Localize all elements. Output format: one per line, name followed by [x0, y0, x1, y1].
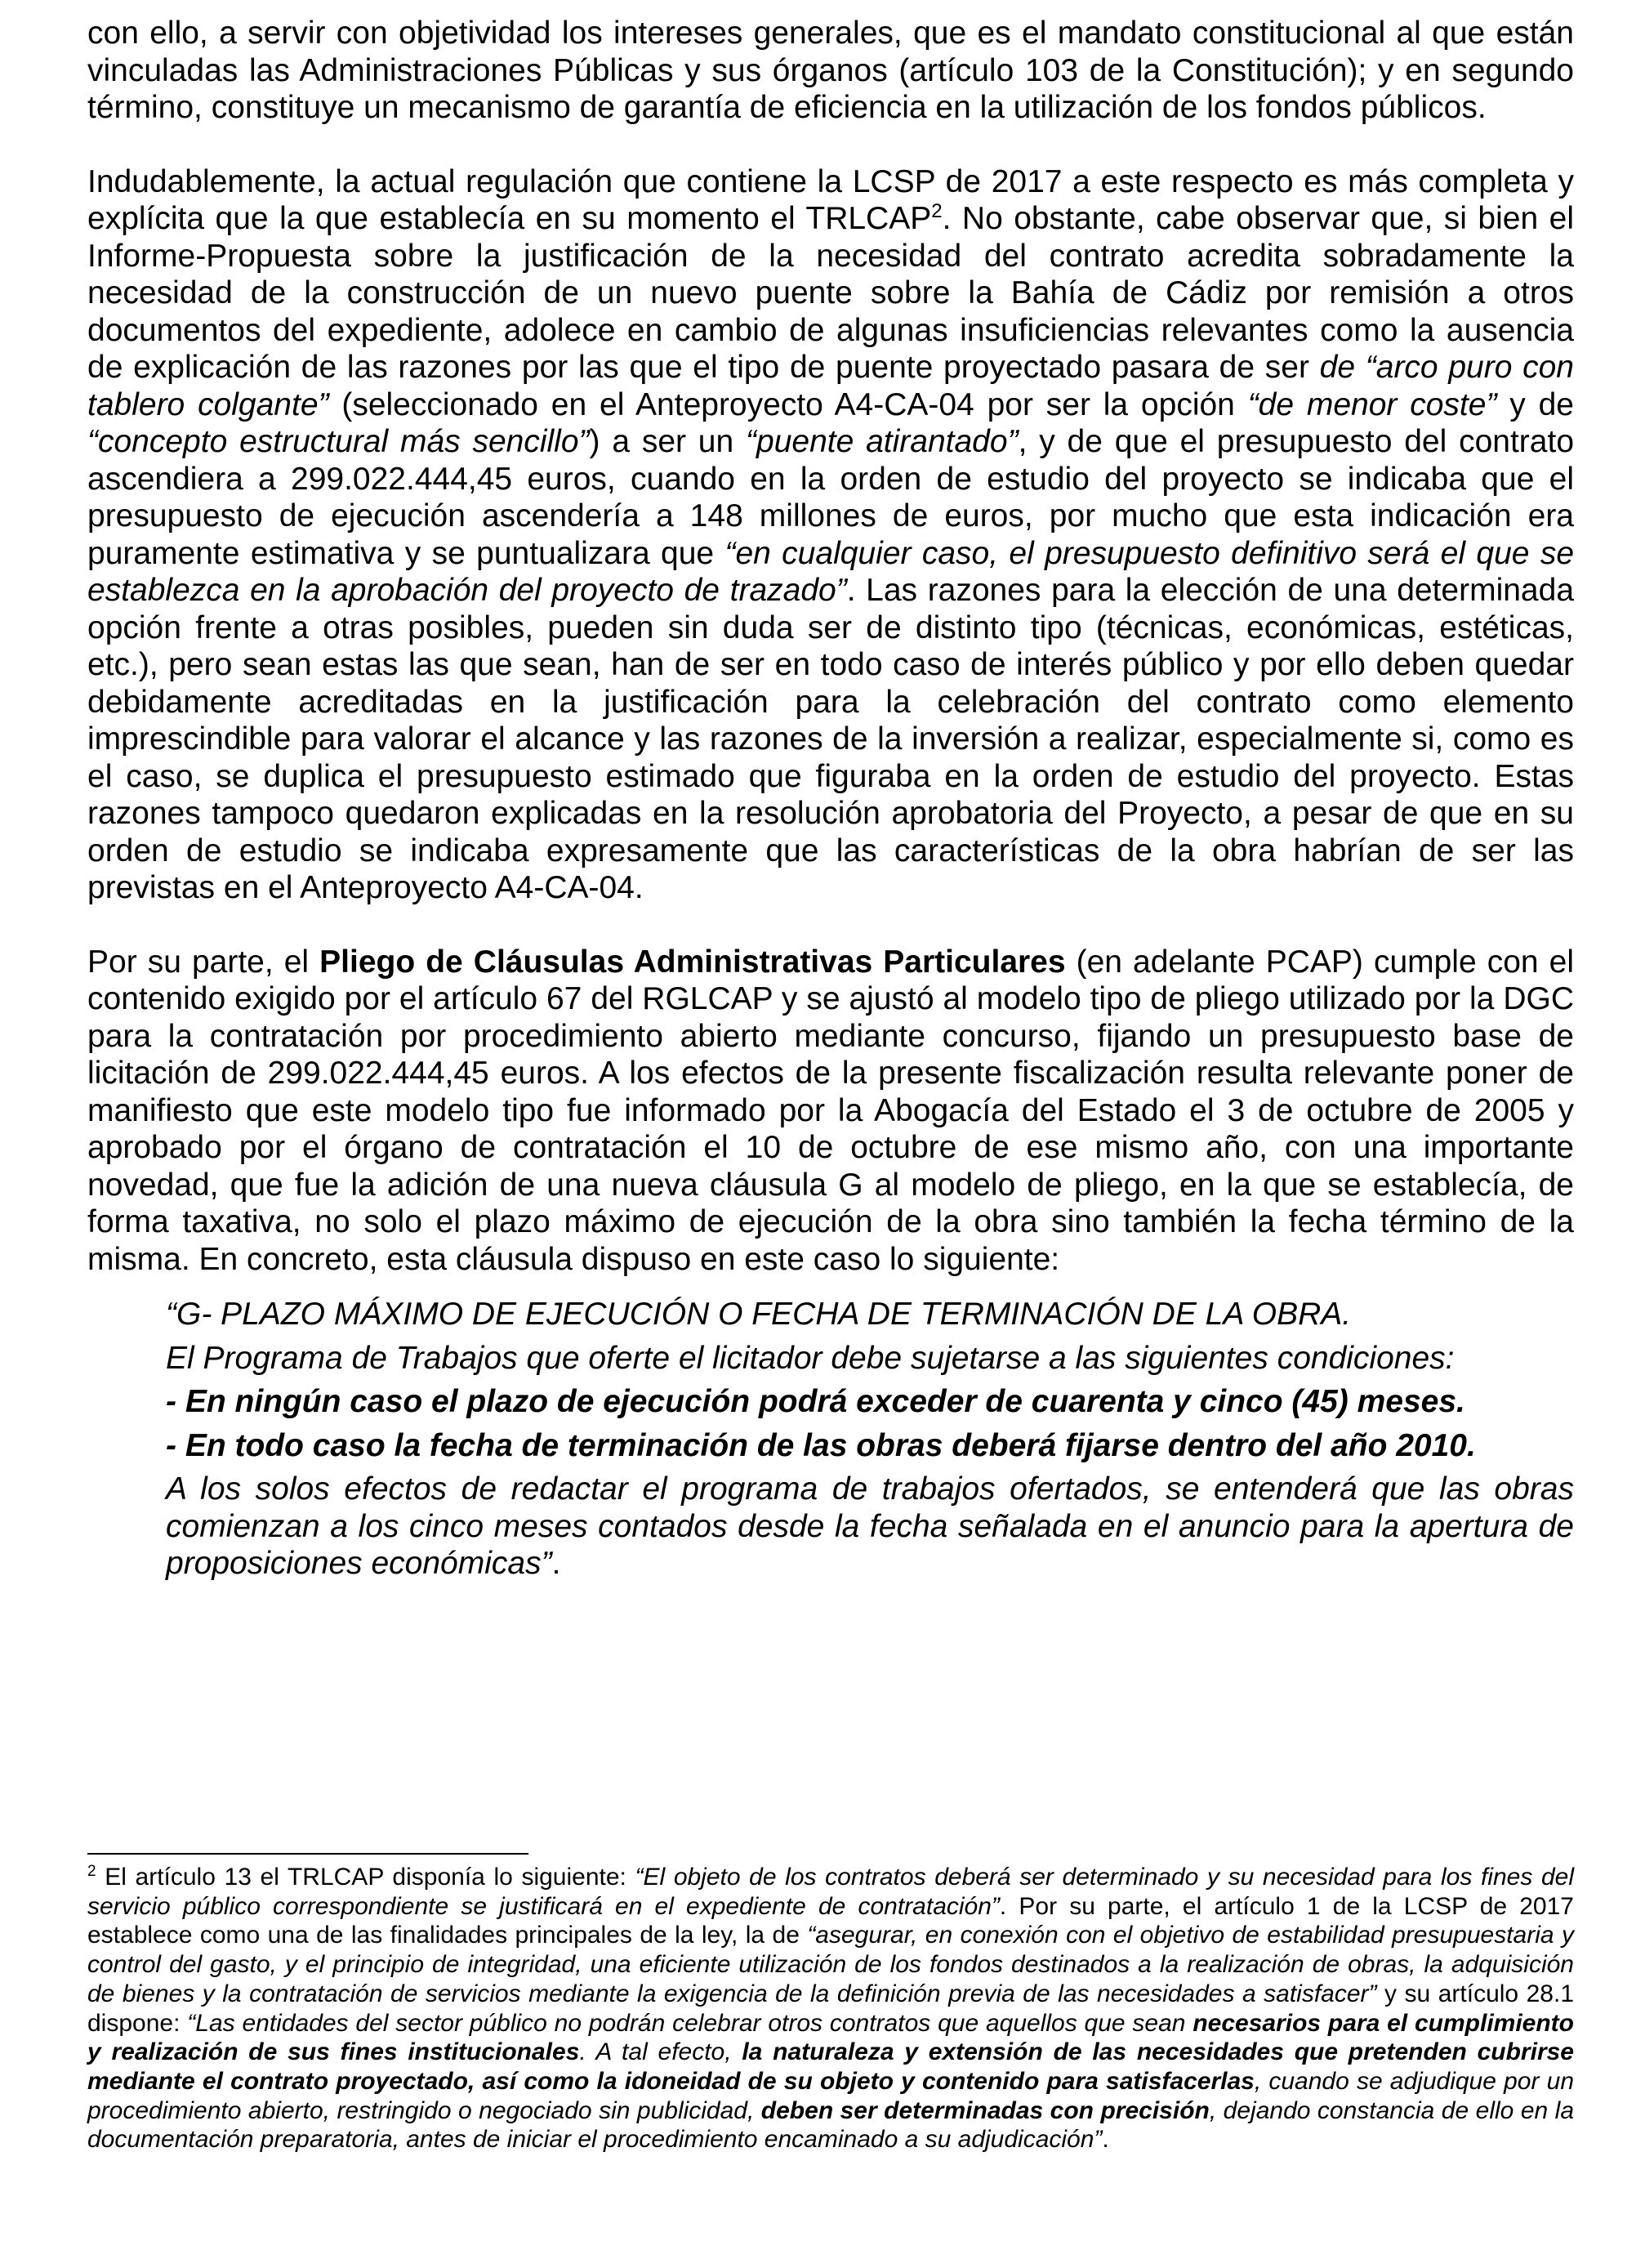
footnote-2: [87, 1863, 1574, 2154]
footnote-quote-art28-bold-1: necesarios para el cumplimiento y realización de sus fines institucionales: [87, 2009, 1574, 2066]
footnote-quote-trlcap: “El objeto de los contratos deberá ser determinado y su necesidad para los fines del servicio público correspondiente se justificará en el expediente de contratación”: [87, 1864, 1574, 1920]
paragraph-1: [87, 15, 1574, 127]
footnote-text-a: El artículo 13 el TRLCAP disponía lo siguiente:: [96, 1864, 635, 1891]
document-page: [87, 15, 1574, 1583]
footnote-separator: [87, 1853, 528, 1855]
clause-g-quote: [166, 1296, 1574, 1583]
p2-text-b: . No obstante, cabe observar que, si bien el Informe-Propuesta sobre la justificación de la necesidad del contrato acredita sobradamente la necesidad de la construcción de un nuevo puente sobre la Bahía de Cádiz por remisión a otros documentos del expediente, adolece en cambio de algunas insuficiencias relevantes como la ausencia de explicación de las razones por las que el tipo de puente proyectado pasara de ser: [87, 201, 1574, 385]
footnote-quote-art28-c: , cuando se adjudique por un procedimiento abierto, restringido o negociado sin publicidad,: [87, 2067, 1575, 2124]
p2-quote-menor-coste: “de menor coste”: [1247, 386, 1497, 422]
p2-text-e: ) a ser un: [589, 424, 747, 459]
paragraph-gap: [87, 907, 1574, 944]
p3-text-c: (en adelante PCAP) cumple con el contenido exigido por el artículo 67 del RGLCAP y se ajustó al modelo tipo de pliego utilizado por la DGC para la contratación por procedimiento abierto mediante concurso, fijando un presupuesto base de licitación de 299.022.444,45 euros. A los efectos de la presente fiscalización resulta relevante poner de manifiesto que este modelo tipo fue informado por la Abogacía del Estado el 3 de octubre de 2005 y aprobado por el órgano de contratación el 10 de octubre de ese mismo año, con una importante novedad, que fue la adición de una nueva cláusula G al modelo de pliego, en la que se establecía, de forma taxativa, no solo el plazo máximo de ejecución de la obra sino también la fecha término de la misma. En concreto, esta cláusula dispuso en este caso lo siguiente:: [87, 944, 1574, 1277]
footnote-text-b: . Por su parte, el artículo 1 de la LCSP de 2017 establece como una de las finalidades principales de la ley, la de: [87, 1892, 1574, 1949]
footnote-quote-art28-bold-2: la naturaleza y extensión de las necesidades que pretenden cubrirse mediante el contrato proyectado, así como la idoneidad de su objeto y contenido para satisfacerlas: [87, 2038, 1574, 2095]
paragraph-1-text: con ello, a servir con objetividad los intereses generales, que es el mandato constitucional al que están vinculadas las Administraciones Públicas y sus órganos (artículo 103 de la Constitución); y en segundo término, constituye un mecanismo de garantía de eficiencia en la utilización de los fondos públicos.: [87, 16, 1574, 125]
footnote-quote-art28-bold-3: deben ser determinadas con precisión: [760, 2096, 1210, 2124]
p2-quote-atirantado: “puente atirantado”: [746, 424, 1019, 459]
footnote-reference[interactable]: 2: [931, 200, 943, 222]
p2-text-d: y de: [1496, 386, 1574, 422]
footnote-text-d: .: [1102, 2126, 1109, 2154]
footnote-quote-lcsp-art1: “asegurar, en conexión con el objetivo de estabilidad presupuestaria y control del gasto, y el principio de integridad, una eficiente utilización de los fondos destinados a la realización de obras, la adquisición de bienes y la contratación de servicios mediante la exigencia de la definición previa de las necesidades a satisfacer”: [87, 1922, 1574, 2007]
p3-pcap-title: Pliego de Cláusulas Administrativas Particulares: [319, 944, 1066, 980]
clause-g-intro: El Programa de Trabajos que oferte el licitador debe sujetarse a las siguientes condiciones:: [166, 1340, 1455, 1376]
clause-g-note-end: .: [551, 1546, 561, 1581]
paragraph-gap: [87, 127, 1574, 163]
footnote-quote-art28-b: . A tal efecto,: [579, 2038, 742, 2066]
footnote-quote-art28-a: “Las entidades del sector público no podrán celebrar otros contratos que aquellos que sean: [187, 2009, 1193, 2037]
p2-quote-concepto: “concepto estructural más sencillo”: [87, 424, 590, 459]
quote-gap: [87, 1278, 1574, 1296]
paragraph-2: [87, 163, 1574, 907]
clause-g-note: [166, 1471, 1574, 1583]
clause-g-title: “G- PLAZO MÁXIMO DE EJECUCIÓN O FECHA DE TERMINACIÓN DE LA OBRA.: [166, 1297, 1352, 1332]
p3-text-a: Por su parte, el: [87, 944, 320, 980]
footnote-number: 2: [87, 1863, 96, 1880]
footnote-quote-art28-d: , dejando constancia de ello en la documentación preparatoria, antes de iniciar el procedimiento encaminado a su adjudicación”: [87, 2096, 1575, 2154]
p2-text-c: (seleccionado en el Anteproyecto A4-CA-04 por ser la opción: [328, 386, 1248, 422]
p2-quote-arco: de “arco puro con tablero colgante”: [87, 350, 1574, 422]
clause-g-note-text: A los solos efectos de redactar el programa de trabajos ofertados, se entenderá que las obras comienzan a los cinco meses contados desde la fecha señalada en el anuncio para la apertura de proposiciones económicas”: [166, 1471, 1574, 1581]
p2-text-f: , y de que el presupuesto del contrato ascendiera a 299.022.444,45 euros, cuando en la orden de estudio del proyecto se indicaba que el presupuesto de ejecución ascendería a 148 millones de euros, por mucho que esta indicación era puramente estimativa y se puntualizara que: [87, 424, 1575, 571]
clause-g-condition-2: - En todo caso la fecha de terminación de las obras deberá fijarse dentro del año 2010.: [166, 1427, 1476, 1463]
footnote-text-c: y su artículo 28.1 dispone:: [87, 1980, 1574, 2037]
paragraph-3: [87, 944, 1574, 1279]
p2-quote-presupuesto: “en cualquier caso, el presupuesto definitivo será el que se establezca en la aprobación del proyecto de trazado”: [87, 535, 1575, 608]
clause-g-condition-1: - En ningún caso el plazo de ejecución podrá exceder de cuarenta y cinco (45) meses.: [166, 1384, 1465, 1419]
p2-text-g: . Las razones para la elección de una determinada opción frente a otras posibles, pueden sin duda ser de distinto tipo (técnicas, económicas, estéticas, etc.), pero sean estas las que sean, han de ser en todo caso de interés público y por ello deben quedar debidamente acreditadas en la justificación para la celebración del contrato como elemento imprescindible para valorar el alcance y las razones de la inversión a realizar, especialmente si, como es el caso, se duplica el presupuesto estimado que figuraba en la orden de estudio del proyecto. Estas razones tampoco quedaron explicadas en la resolución aprobatoria del Proyecto, a pesar de que en su orden de estudio se indicaba expresamente que las características de la obra habrían de ser las previstas en el Anteproyecto A4-CA-04.: [87, 573, 1575, 905]
p2-text-a: Indudablemente, la actual regulación que contiene la LCSP de 2017 a este respecto es más completa y explícita que la que establecía en su momento el TRLCAP: [87, 163, 1574, 236]
